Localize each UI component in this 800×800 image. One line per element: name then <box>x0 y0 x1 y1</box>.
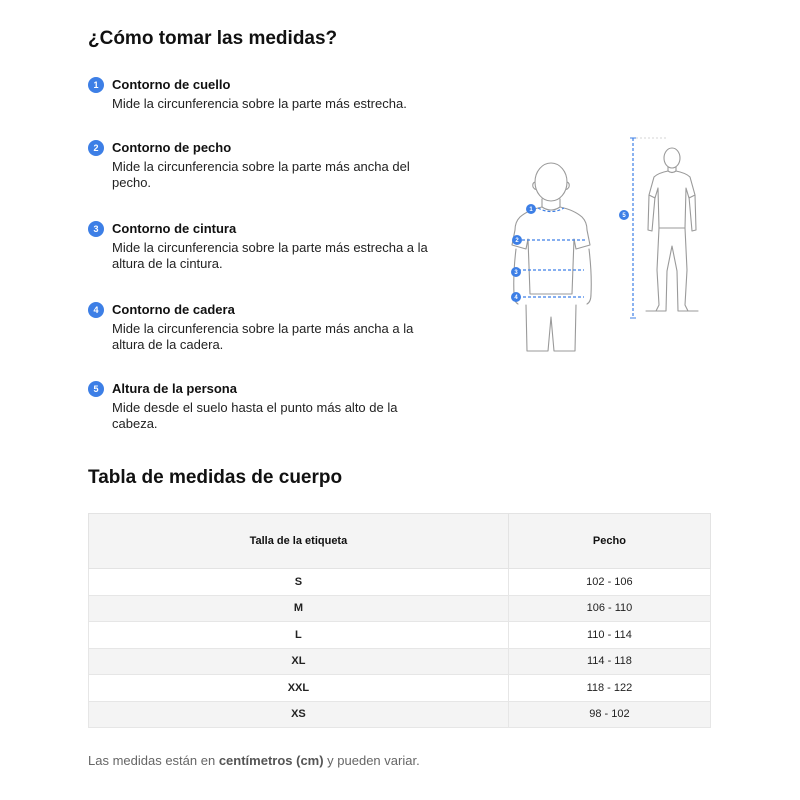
page-title: ¿Cómo tomar las medidas? <box>88 28 338 49</box>
step-title: Altura de la persona <box>112 381 237 396</box>
step-number-badge: 3 <box>88 221 104 237</box>
table-row <box>89 622 711 649</box>
marker-label: 2 <box>515 238 519 244</box>
table-row <box>89 595 711 622</box>
footnote-text-end: y pueden variar. <box>323 753 420 768</box>
body-measurement-illustration <box>498 130 723 360</box>
step-title: Contorno de cadera <box>112 302 235 317</box>
step-number-badge: 2 <box>88 140 104 156</box>
size-table <box>88 513 711 728</box>
marker-label: 5 <box>622 213 626 219</box>
step-description: Mide la circunferencia sobre la parte más ancha a la altura de la cadera. <box>112 321 414 352</box>
size-cell: S <box>89 569 509 596</box>
marker-label: 1 <box>529 207 533 213</box>
size-cell: M <box>89 595 509 622</box>
size-cell: XXL <box>89 675 509 702</box>
table-row <box>89 701 711 728</box>
chest-cell: 102 - 106 <box>508 569 710 596</box>
table-row <box>89 569 711 596</box>
step-title: Contorno de pecho <box>112 140 232 155</box>
step-title: Contorno de cuello <box>112 77 231 92</box>
footnote <box>88 753 420 768</box>
size-cell: XS <box>89 701 509 728</box>
footnote-unit: centímetros (cm) <box>218 753 324 768</box>
body-figure-icon <box>498 130 723 360</box>
step-description: Mide la circunferencia sobre la parte más ancha del pecho. <box>112 159 410 190</box>
size-cell: L <box>89 622 509 649</box>
chest-cell: 106 - 110 <box>508 595 710 622</box>
step-description: Mide la circunferencia sobre la parte más estrecha. <box>112 96 407 111</box>
step-title: Contorno de cintura <box>112 221 237 236</box>
chest-cell: 110 - 114 <box>508 622 710 649</box>
chest-cell: 118 - 122 <box>508 675 710 702</box>
step-number-badge: 1 <box>88 77 104 93</box>
chest-cell: 114 - 118 <box>508 648 710 675</box>
size-cell: XL <box>89 648 509 675</box>
marker-label: 4 <box>514 295 518 301</box>
step-number-badge: 4 <box>88 302 104 318</box>
column-header-chest: Pecho <box>508 514 710 569</box>
chest-cell: 98 - 102 <box>508 701 710 728</box>
marker-label: 3 <box>514 270 518 276</box>
step-description: Mide desde el suelo hasta el punto más alto de la cabeza. <box>112 400 398 431</box>
step-number-badge: 5 <box>88 381 104 397</box>
section-title: Tabla de medidas de cuerpo <box>88 467 343 488</box>
column-header-size: Talla de la etiqueta <box>89 514 509 569</box>
table-row <box>89 648 711 675</box>
footnote-text: Las medidas están en <box>88 753 219 768</box>
step-description: Mide la circunferencia sobre la parte más estrecha a la altura de la cintura. <box>112 240 428 271</box>
table-header-row <box>89 514 711 569</box>
table-row <box>89 675 711 702</box>
